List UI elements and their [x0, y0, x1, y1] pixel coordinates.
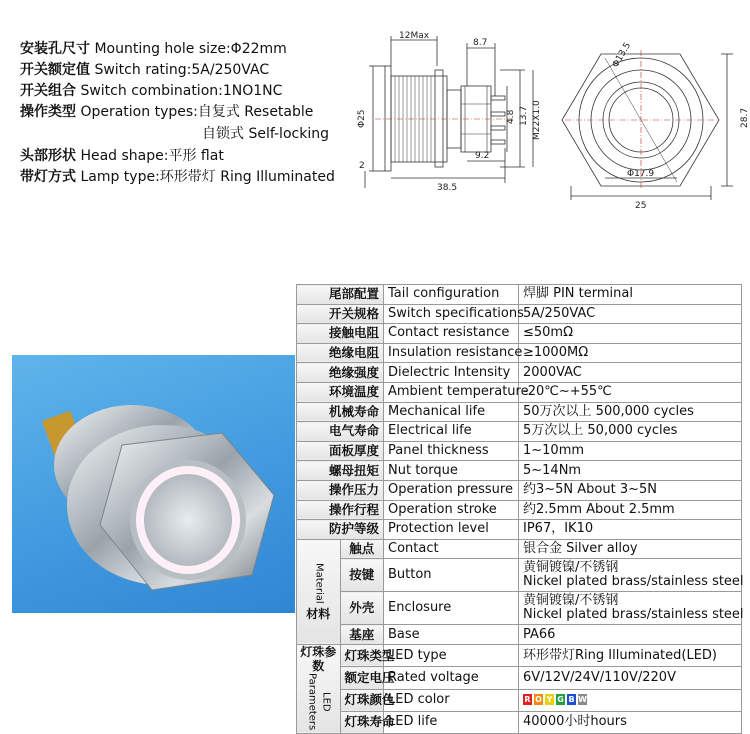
table-row: 绝缘强度 Dielectric Intensity 2000VAC — [297, 363, 742, 383]
table-row-led-life: 灯珠寿命 LED life 40000小时hours — [297, 711, 742, 733]
spec-mounting-hole: 安装孔尺寸 Mounting hole size:Φ22mm — [20, 41, 287, 57]
table-row-led-voltage: 额定电压 Rated voltage 6V/12V/24V/110V/220V — [297, 667, 742, 689]
table-row-material-contact: Material 材料 触点 Contact 银合金 Silver alloy — [297, 539, 742, 559]
led-color-swatches — [519, 689, 742, 711]
spec-switch-combination: 开关组合 Switch combination:1NO1NC — [20, 83, 283, 99]
switch-illustration — [42, 405, 274, 590]
led-color-swatch-y: Y — [546, 695, 553, 705]
table-row: 尾部配置 Tail configuration 焊脚 PIN terminal — [297, 285, 742, 305]
spec-switch-rating: 开关额定值 Switch rating:5A/250VAC — [20, 62, 270, 78]
dim-25: 25 — [635, 201, 647, 211]
table-row-led-type: 灯珠参数 LED Parameters 灯珠类型 LED type 环形带灯Ring Illuminated(LED) — [297, 644, 742, 666]
dim-9-2: 9.2 — [475, 151, 490, 161]
table-row: 绝缘电阻 Insulation resistance ≥1000MΩ — [297, 343, 742, 363]
dim-12max: 12Max — [399, 31, 430, 41]
table-row-material-enclosure: 外壳 Enclosure 黄铜镀镍/不锈钢 Nickel plated brass/stainless steel — [297, 592, 742, 625]
drawing-flange — [385, 66, 391, 171]
led-color-swatch-b: B — [568, 695, 575, 705]
table-row-material-base: 基座 Base PA66 — [297, 625, 742, 645]
spec-self-locking: 自锁式 Self-locking — [202, 126, 329, 142]
table-row: 螺母扭矩 Nut torque 5~14Nm — [297, 461, 742, 481]
spec-head-shape: 头部形状 Head shape:平形 flat — [20, 148, 224, 164]
drawing-hexagon — [562, 54, 719, 186]
table-row-led-color: 灯珠颜色 LED color R O Y G B W — [297, 689, 742, 711]
technical-drawing — [355, 28, 750, 211]
spec-table — [296, 284, 742, 734]
dim-4-8: 4.8 — [506, 109, 516, 124]
dim-thread: M22X1.0 — [532, 100, 542, 140]
dim-d13-5: Φ13.5 — [610, 41, 634, 70]
button-face — [144, 474, 232, 566]
product-photo — [12, 355, 295, 613]
table-row: 面板厚度 Panel thickness 1~10mm — [297, 441, 742, 461]
table-row: 操作行程 Operation stroke 约2.5mm About 2.5mm — [297, 500, 742, 520]
table-row: 开关规格 Switch specifications 5A/250VAC — [297, 304, 742, 324]
led-color-swatch-r: R — [524, 695, 531, 705]
spec-lamp-type: 带灯方式 Lamp type:环形带灯 Ring Illuminated — [20, 169, 335, 185]
table-row: 机械寿命 Mechanical life 50万次以上 500,000 cycles — [297, 402, 742, 422]
dim-28-7: 28.7 — [740, 107, 750, 128]
table-row: 环境温度 Ambient temperature -20℃~+55℃ — [297, 382, 742, 402]
drawing-nut — [435, 70, 443, 167]
led-color-swatch-g: G — [557, 695, 564, 705]
led-color-swatch-o: O — [535, 695, 542, 705]
dim-38-5: 38.5 — [437, 183, 458, 193]
dim-2: 2 — [359, 161, 365, 171]
table-row: 电气寿命 Electrical life 5万次以上 50,000 cycles — [297, 422, 742, 442]
dim-d17-9: Φ17.9 — [627, 169, 655, 179]
table-row: 接触电阻 Contact resistance ≤50mΩ — [297, 324, 742, 344]
led-color-swatch-w: W — [578, 695, 587, 705]
table-row: 操作压力 Operation pressure 约3~5N About 3~5N — [297, 480, 742, 500]
dim-13-7: 13.7 — [519, 105, 529, 126]
dim-8-7: 8.7 — [473, 38, 488, 48]
material-group-label: Material 材料 — [297, 539, 341, 644]
led-group-label: 灯珠参数 LED Parameters — [297, 644, 341, 733]
spec-operation-types: 操作类型 Operation types:自复式 Resetable — [20, 104, 314, 120]
table-row: 防护等级 Protection level IP67，IK10 — [297, 520, 742, 540]
dim-d25: Φ25 — [357, 109, 367, 128]
table-row-material-button: 按键 Button 黄铜镀镍/不锈钢 Nickel plated brass/stainless steel — [297, 559, 742, 592]
